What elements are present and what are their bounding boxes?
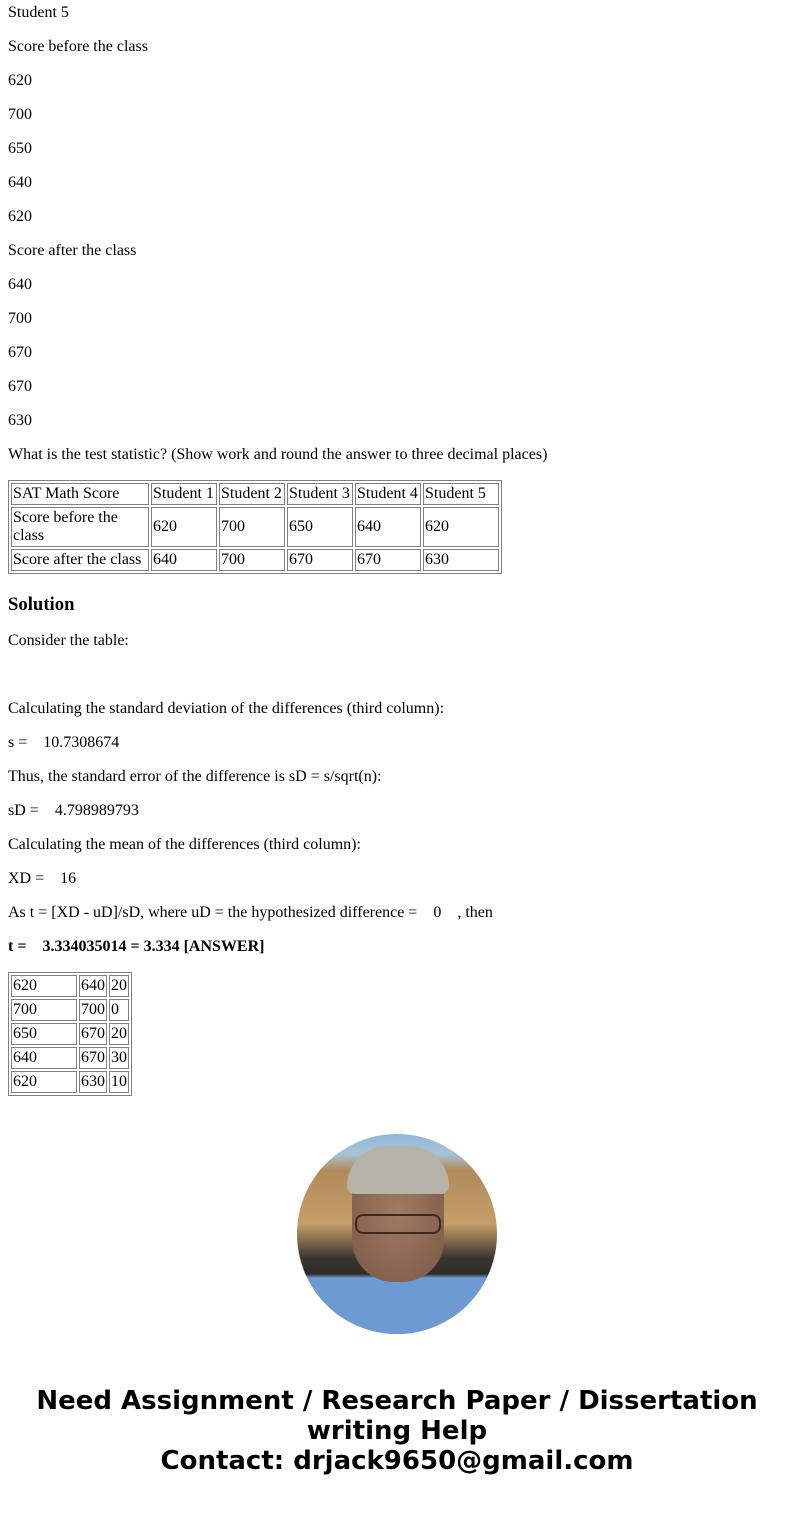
xd-value: 16 <box>60 870 77 887</box>
table-cell: 670 <box>287 549 353 571</box>
differences-table <box>8 972 132 1096</box>
text-line: Consider the table: <box>8 632 129 649</box>
table-header-cell: Student 3 <box>287 483 353 505</box>
text-line: 640 <box>8 276 32 293</box>
text-line: 700 <box>8 106 32 123</box>
table-header-cell: Student 1 <box>151 483 217 505</box>
question-section <box>8 4 786 574</box>
table-header-cell: Student 5 <box>423 483 499 505</box>
text-line: Student 5 <box>8 4 69 21</box>
table-cell: 620 <box>11 1071 77 1093</box>
table-cell: 670 <box>79 1023 107 1045</box>
sd-value: 4.798989793 <box>54 802 139 819</box>
s-label: s = <box>8 734 28 751</box>
table-row <box>11 1071 129 1093</box>
avatar-glasses <box>355 1214 441 1234</box>
document <box>0 4 794 1096</box>
text-line: 670 <box>8 344 32 361</box>
spacer <box>8 666 786 684</box>
table-cell: 670 <box>79 1047 107 1069</box>
text-line: 630 <box>8 412 32 429</box>
table-cell: 620 <box>11 975 77 997</box>
table-row <box>11 549 499 571</box>
table-cell: 700 <box>11 999 77 1021</box>
t-formula-line <box>8 904 786 922</box>
text-line: 700 <box>8 310 32 327</box>
sd-label: sD = <box>8 802 39 819</box>
table-cell: 700 <box>219 507 285 547</box>
table-cell: 650 <box>11 1023 77 1045</box>
table-row <box>11 975 129 997</box>
table-cell: 10 <box>109 1071 129 1093</box>
score-table <box>8 480 502 574</box>
ud-value: 0 <box>433 904 442 921</box>
table-cell: Score after the class <box>11 549 149 571</box>
avatar-hair <box>347 1146 449 1194</box>
table-cell: 0 <box>109 999 129 1021</box>
text-line: Calculating the standard deviation of the differences (third column): <box>8 700 445 717</box>
table-cell: 20 <box>109 975 129 997</box>
table-cell: 620 <box>423 507 499 547</box>
table-row <box>11 1047 129 1069</box>
text-line: 640 <box>8 174 32 191</box>
table-cell: 700 <box>79 999 107 1021</box>
table-cell: 650 <box>287 507 353 547</box>
sd-line <box>8 802 786 820</box>
table-header-cell: Student 4 <box>355 483 421 505</box>
t-formula-suffix: , then <box>457 904 493 921</box>
text-line: Score after the class <box>8 242 137 259</box>
t-label: t = <box>8 938 27 955</box>
text-line: Score before the class <box>8 38 148 55</box>
table-cell: 640 <box>11 1047 77 1069</box>
table-cell: 630 <box>79 1071 107 1093</box>
text-line: 670 <box>8 378 32 395</box>
text-line: Calculating the mean of the differences (third column): <box>8 836 361 853</box>
table-header-row <box>11 483 499 505</box>
promo-headline: Need Assignment / Research Paper / Dissertation writing Help <box>36 1386 758 1446</box>
text-line: Thus, the standard error of the difference is sD = s/sqrt(n): <box>8 768 382 785</box>
table-header-cell: Student 2 <box>219 483 285 505</box>
solution-section <box>8 594 786 1096</box>
table-row <box>11 1023 129 1045</box>
xd-label: XD = <box>8 870 45 887</box>
answer-line <box>8 938 786 956</box>
t-value: 3.334035014 = 3.334 [ANSWER] <box>42 938 265 955</box>
s-line <box>8 734 786 752</box>
question-prompt: What is the test statistic? (Show work and round the answer to three decimal places) <box>8 446 548 463</box>
promo-contact: Contact: drjack9650@gmail.com <box>160 1446 634 1476</box>
table-cell: 640 <box>151 549 217 571</box>
table-cell: Score before the class <box>11 507 149 547</box>
table-cell: 630 <box>423 549 499 571</box>
table-row <box>11 507 499 547</box>
avatar <box>297 1134 497 1334</box>
text-line: 650 <box>8 140 32 157</box>
t-formula-text: As t = [XD - uD]/sD, where uD = the hypothesized difference = <box>8 904 418 921</box>
table-cell: 700 <box>219 549 285 571</box>
table-cell: 620 <box>151 507 217 547</box>
table-cell: 30 <box>109 1047 129 1069</box>
avatar-shirt <box>297 1279 497 1334</box>
s-value: 10.7308674 <box>43 734 120 751</box>
text-line: 620 <box>8 72 32 89</box>
table-row <box>11 999 129 1021</box>
table-cell: 670 <box>355 549 421 571</box>
table-cell: 20 <box>109 1023 129 1045</box>
text-line: 620 <box>8 208 32 225</box>
xd-line <box>8 870 786 888</box>
table-header-cell: SAT Math Score <box>11 483 149 505</box>
solution-heading: Solution <box>8 594 75 615</box>
table-cell: 640 <box>79 975 107 997</box>
table-cell: 640 <box>355 507 421 547</box>
author-photo-container <box>0 1134 794 1334</box>
promo-banner <box>0 1386 794 1476</box>
